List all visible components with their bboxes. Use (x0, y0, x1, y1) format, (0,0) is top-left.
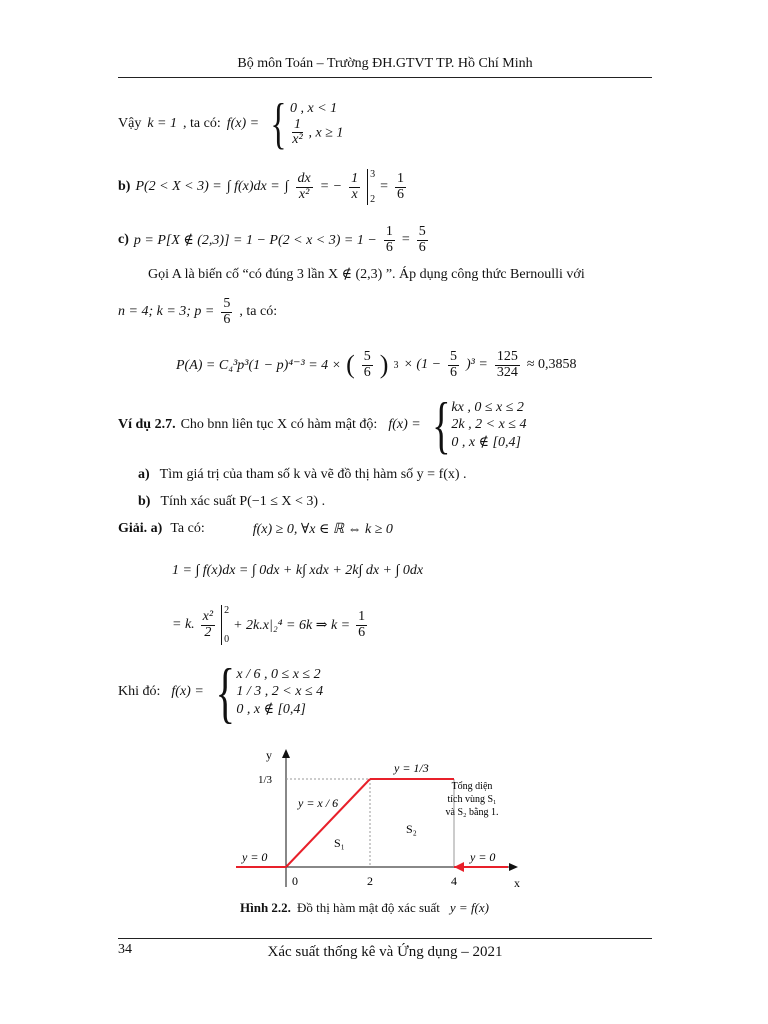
footer-rule (118, 938, 652, 939)
math: k = 1 (147, 116, 177, 131)
x-tick: 4 (451, 874, 457, 888)
label-slope: y = x / 6 (298, 796, 339, 810)
note-line: Tổng diện (451, 781, 493, 792)
math: )³ = (466, 357, 488, 372)
paragraph: Gọi A là biến cố “có đúng 3 lần X ∉ (2,3) ”. Áp dụng công thức Bernoulli với (148, 267, 585, 282)
eval-bar: 2 0 (221, 605, 229, 645)
example-line (118, 389, 527, 460)
y-axis-arrow-icon (282, 749, 290, 758)
page-number: 34 (118, 942, 132, 957)
text: , ta có: (183, 116, 221, 131)
label: b) (118, 179, 131, 194)
math: × (1 − (403, 357, 442, 372)
bernoulli-line: P(A) = C₄³p³(1 − p)⁴⁻³ = 4 × ( $\frac{5}{6}$ ) 3 × (1 − $\frac{5}{6}$ )³ = $\frac{125}{324}$ ≈ 0,3858 (176, 348, 577, 380)
x-tick: 0 (292, 874, 298, 888)
fraction: $\frac{1}{6}$ (358, 608, 366, 640)
region-s1: S₁ (334, 836, 345, 850)
fraction: $\frac{125}{324}$ (496, 348, 518, 380)
math: P(2 < X < 3) = (135, 179, 222, 194)
density-graph (236, 745, 536, 893)
cases: kx , 0 ≤ x ≤ 2 2k , 2 < x ≤ 4 0 , x ∉ [0,4] (451, 399, 527, 450)
fraction: $\frac{1}{\text{x²}}$ (292, 116, 303, 148)
y-axis-label: y (266, 748, 272, 762)
math: n = 4; k = 3; p = (118, 304, 215, 319)
label-top: y = 1/3 (394, 761, 429, 775)
math: = − (319, 179, 343, 194)
text: Vậy (118, 116, 142, 131)
math: ∫ f(x)dx = (226, 179, 280, 194)
x-axis-arrow-icon (509, 863, 518, 871)
params-line (118, 292, 277, 332)
cases (290, 100, 343, 148)
fraction: $\frac{5}{6}$ (418, 223, 426, 255)
label: c) (118, 232, 129, 247)
x-tick: 2 (367, 874, 373, 888)
figure-caption: Hình 2.2. Đồ thị hàm mật độ xác suất y = f(x) (240, 900, 489, 915)
conclusion-line (118, 92, 343, 156)
header-rule (118, 77, 652, 78)
y-tick: 1/3 (258, 774, 273, 786)
part-c-line: c) p = P[X ∉ (2,3)] = 1 − P(2 < x < 3) = 1 − $\frac{1}{6}$ = $\frac{5}{6}$ (118, 223, 426, 255)
result-line: = k. $\frac{\text{x²}}{2}$ 2 0 + 2k.x|₂⁴ = 6k ⇒ k = $\frac{1}{6}$ (172, 605, 366, 645)
fraction: $\frac{1}{6}$ (385, 223, 393, 255)
math: ∫ (284, 179, 289, 194)
footer-title: Xác suất thống kê và Ứng dụng – 2021 (267, 944, 503, 960)
text: Cho bnn liên tục X có hàm mật độ: (180, 417, 378, 432)
eval-bar: 3 2 (367, 169, 375, 205)
cases: x / 6 , 0 ≤ x ≤ 2 1 / 3 , 2 < x ≤ 4 0 , x ∉ [0,4] (236, 666, 324, 717)
math: P(A) = C₄³p³(1 − p)⁴⁻³ = 4 × (176, 357, 342, 373)
region-s2: S₂ (406, 822, 417, 836)
brace-icon: { (270, 93, 287, 155)
question-b: b) Tính xác suất P(−1 ≤ X < 3) . (138, 494, 326, 509)
integral-line: 1 = ∫ f(x)dx = ∫ 0dx + k∫ xdx + 2k∫ dx + ∫ 0dx (172, 563, 424, 578)
fraction: $\frac{5}{6}$ (450, 348, 458, 380)
text: , ta có: (239, 304, 278, 319)
math: p = P[X ∉ (2,3)] = 1 − P(2 < x < 3) = 1 − (133, 232, 377, 248)
x-axis-label: x (514, 876, 520, 890)
math: f(x) = (226, 116, 260, 131)
fraction: $\frac{1}{6}$ (397, 170, 405, 202)
brace-icon: { (431, 389, 451, 460)
question-a: a) Tìm giá trị của tham số k và vẽ đồ thị hàm số y = f(x) . (138, 467, 467, 482)
label-right: y = 0 (470, 850, 496, 864)
fraction: $\frac{dx}{\text{x²}}$ (297, 170, 311, 202)
then-line: Khi đó: f(x) = { x / 6 , 0 ≤ x ≤ 2 1 / 3 , 2 < x ≤ 4 0 , x ∉ [0,4] (118, 654, 324, 730)
solution-line: Giải. a) Ta có: f(x) ≥ 0, ∀x ∈ ℝ ⇔ k ≥ 0 (118, 521, 393, 537)
case-row: 0 , x < 1 (289, 101, 338, 117)
fraction: $\frac{\text{x²}}{2}$ (202, 608, 214, 640)
fraction: $\frac{1}{x}$ (351, 170, 359, 202)
example-title: Ví dụ 2.7. (118, 417, 176, 432)
page-header: Bộ môn Toán – Trường ĐH.GTVT TP. Hồ Chí Minh (237, 56, 533, 71)
density-slope (286, 779, 370, 867)
math: ≈ 0,3858 (526, 357, 577, 372)
fraction: $\frac{5}{6}$ (223, 295, 231, 327)
case-row: $\frac{1}{\text{x²}}$ , x ≥ 1 (292, 116, 344, 148)
note-line: và S₂ bằng 1. (445, 807, 499, 818)
brace-icon: { (215, 654, 235, 730)
part-b-line: b) P(2 < X < 3) = ∫ f(x)dx = ∫ $\frac{dx}{\text{x²}}$ = − $\frac{1}{x}$ 3 2 = $\frac{1}{6}$ (118, 169, 405, 205)
note-line: tích vùng S₁ (447, 794, 497, 805)
right-arrow-icon (454, 862, 464, 872)
fraction: $\frac{5}{6}$ (363, 348, 371, 380)
label-left: y = 0 (242, 850, 268, 864)
math: f(x) = (388, 417, 421, 432)
